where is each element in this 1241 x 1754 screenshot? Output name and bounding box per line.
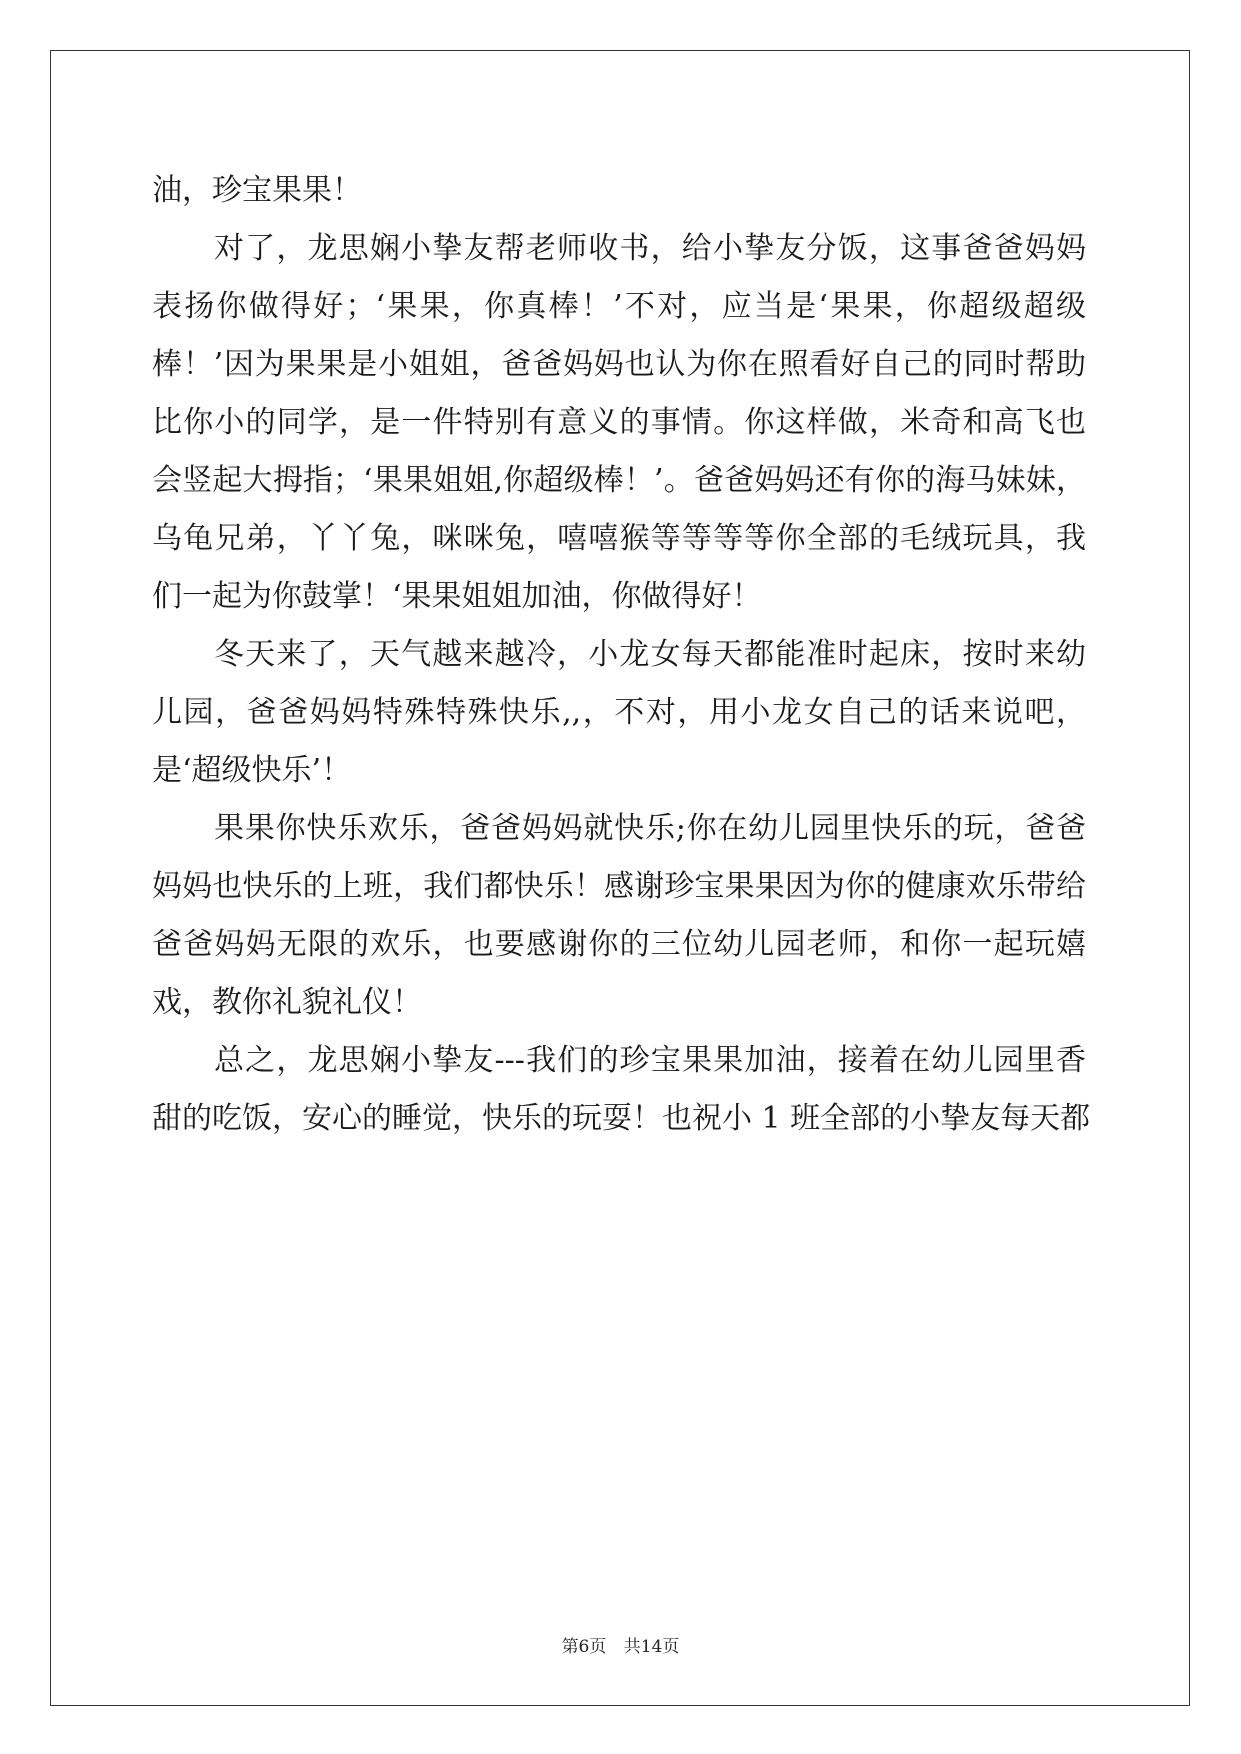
text-line: 妈妈也快乐的上班，我们都快乐！感谢珍宝果果因为你的健康欢乐带给 bbox=[152, 869, 1086, 904]
text-line: 是‘超级快乐’！ bbox=[152, 753, 352, 788]
text-line: 果果你快乐欢乐，爸爸妈妈就快乐;你在幼儿园里快乐的玩，爸爸 bbox=[214, 811, 1086, 846]
text-line: 戏，教你礼貌礼仪！ bbox=[152, 985, 422, 1020]
text-line: 甜的吃饭，安心的睡觉，快乐的玩耍！也祝小 1 班全部的小挚友每天都 bbox=[152, 1101, 1091, 1136]
document-body bbox=[152, 162, 1091, 1148]
text-line: 对了，龙思娴小挚友帮老师收书，给小挚友分饭，这事爸爸妈妈 bbox=[214, 231, 1086, 266]
text-line: 油，珍宝果果！ bbox=[152, 173, 362, 208]
text-line: 儿园，爸爸妈妈特殊特殊快乐,,，不对，用小龙女自己的话来说吧， bbox=[152, 695, 1086, 730]
text-line: 表扬你做得好；‘果果，你真棒！’不对，应当是‘果果，你超级超级 bbox=[152, 289, 1086, 324]
text-line: 们一起为你鼓掌！‘果果姐姐加油，你做得好！ bbox=[152, 579, 762, 614]
page-total: 共14页 bbox=[623, 1637, 680, 1657]
text-line: 冬天来了，天气越来越冷，小龙女每天都能准时起床，按时来幼 bbox=[214, 637, 1086, 672]
text-line: 棒！’因为果果是小姐姐，爸爸妈妈也认为你在照看好自己的同时帮助 bbox=[152, 347, 1086, 382]
page-footer bbox=[0, 1632, 1241, 1657]
text-line: 会竖起大拇指；‘果果姐姐,你超级棒！’。爸爸妈妈还有你的海马妹妹， bbox=[152, 463, 1086, 498]
text-line: 乌龟兄弟，丫丫兔，咪咪兔，嘻嘻猴等等等等你全部的毛绒玩具，我 bbox=[152, 521, 1086, 556]
text-line: 总之，龙思娴小挚友---我们的珍宝果果加油，接着在幼儿园里香 bbox=[214, 1043, 1086, 1078]
page-number: 第6页 bbox=[561, 1637, 607, 1657]
text-line: 爸爸妈妈无限的欢乐，也要感谢你的三位幼儿园老师，和你一起玩嬉 bbox=[152, 927, 1086, 962]
text-line: 比你小的同学，是一件特别有意义的事情。你这样做，米奇和高飞也 bbox=[152, 405, 1086, 440]
